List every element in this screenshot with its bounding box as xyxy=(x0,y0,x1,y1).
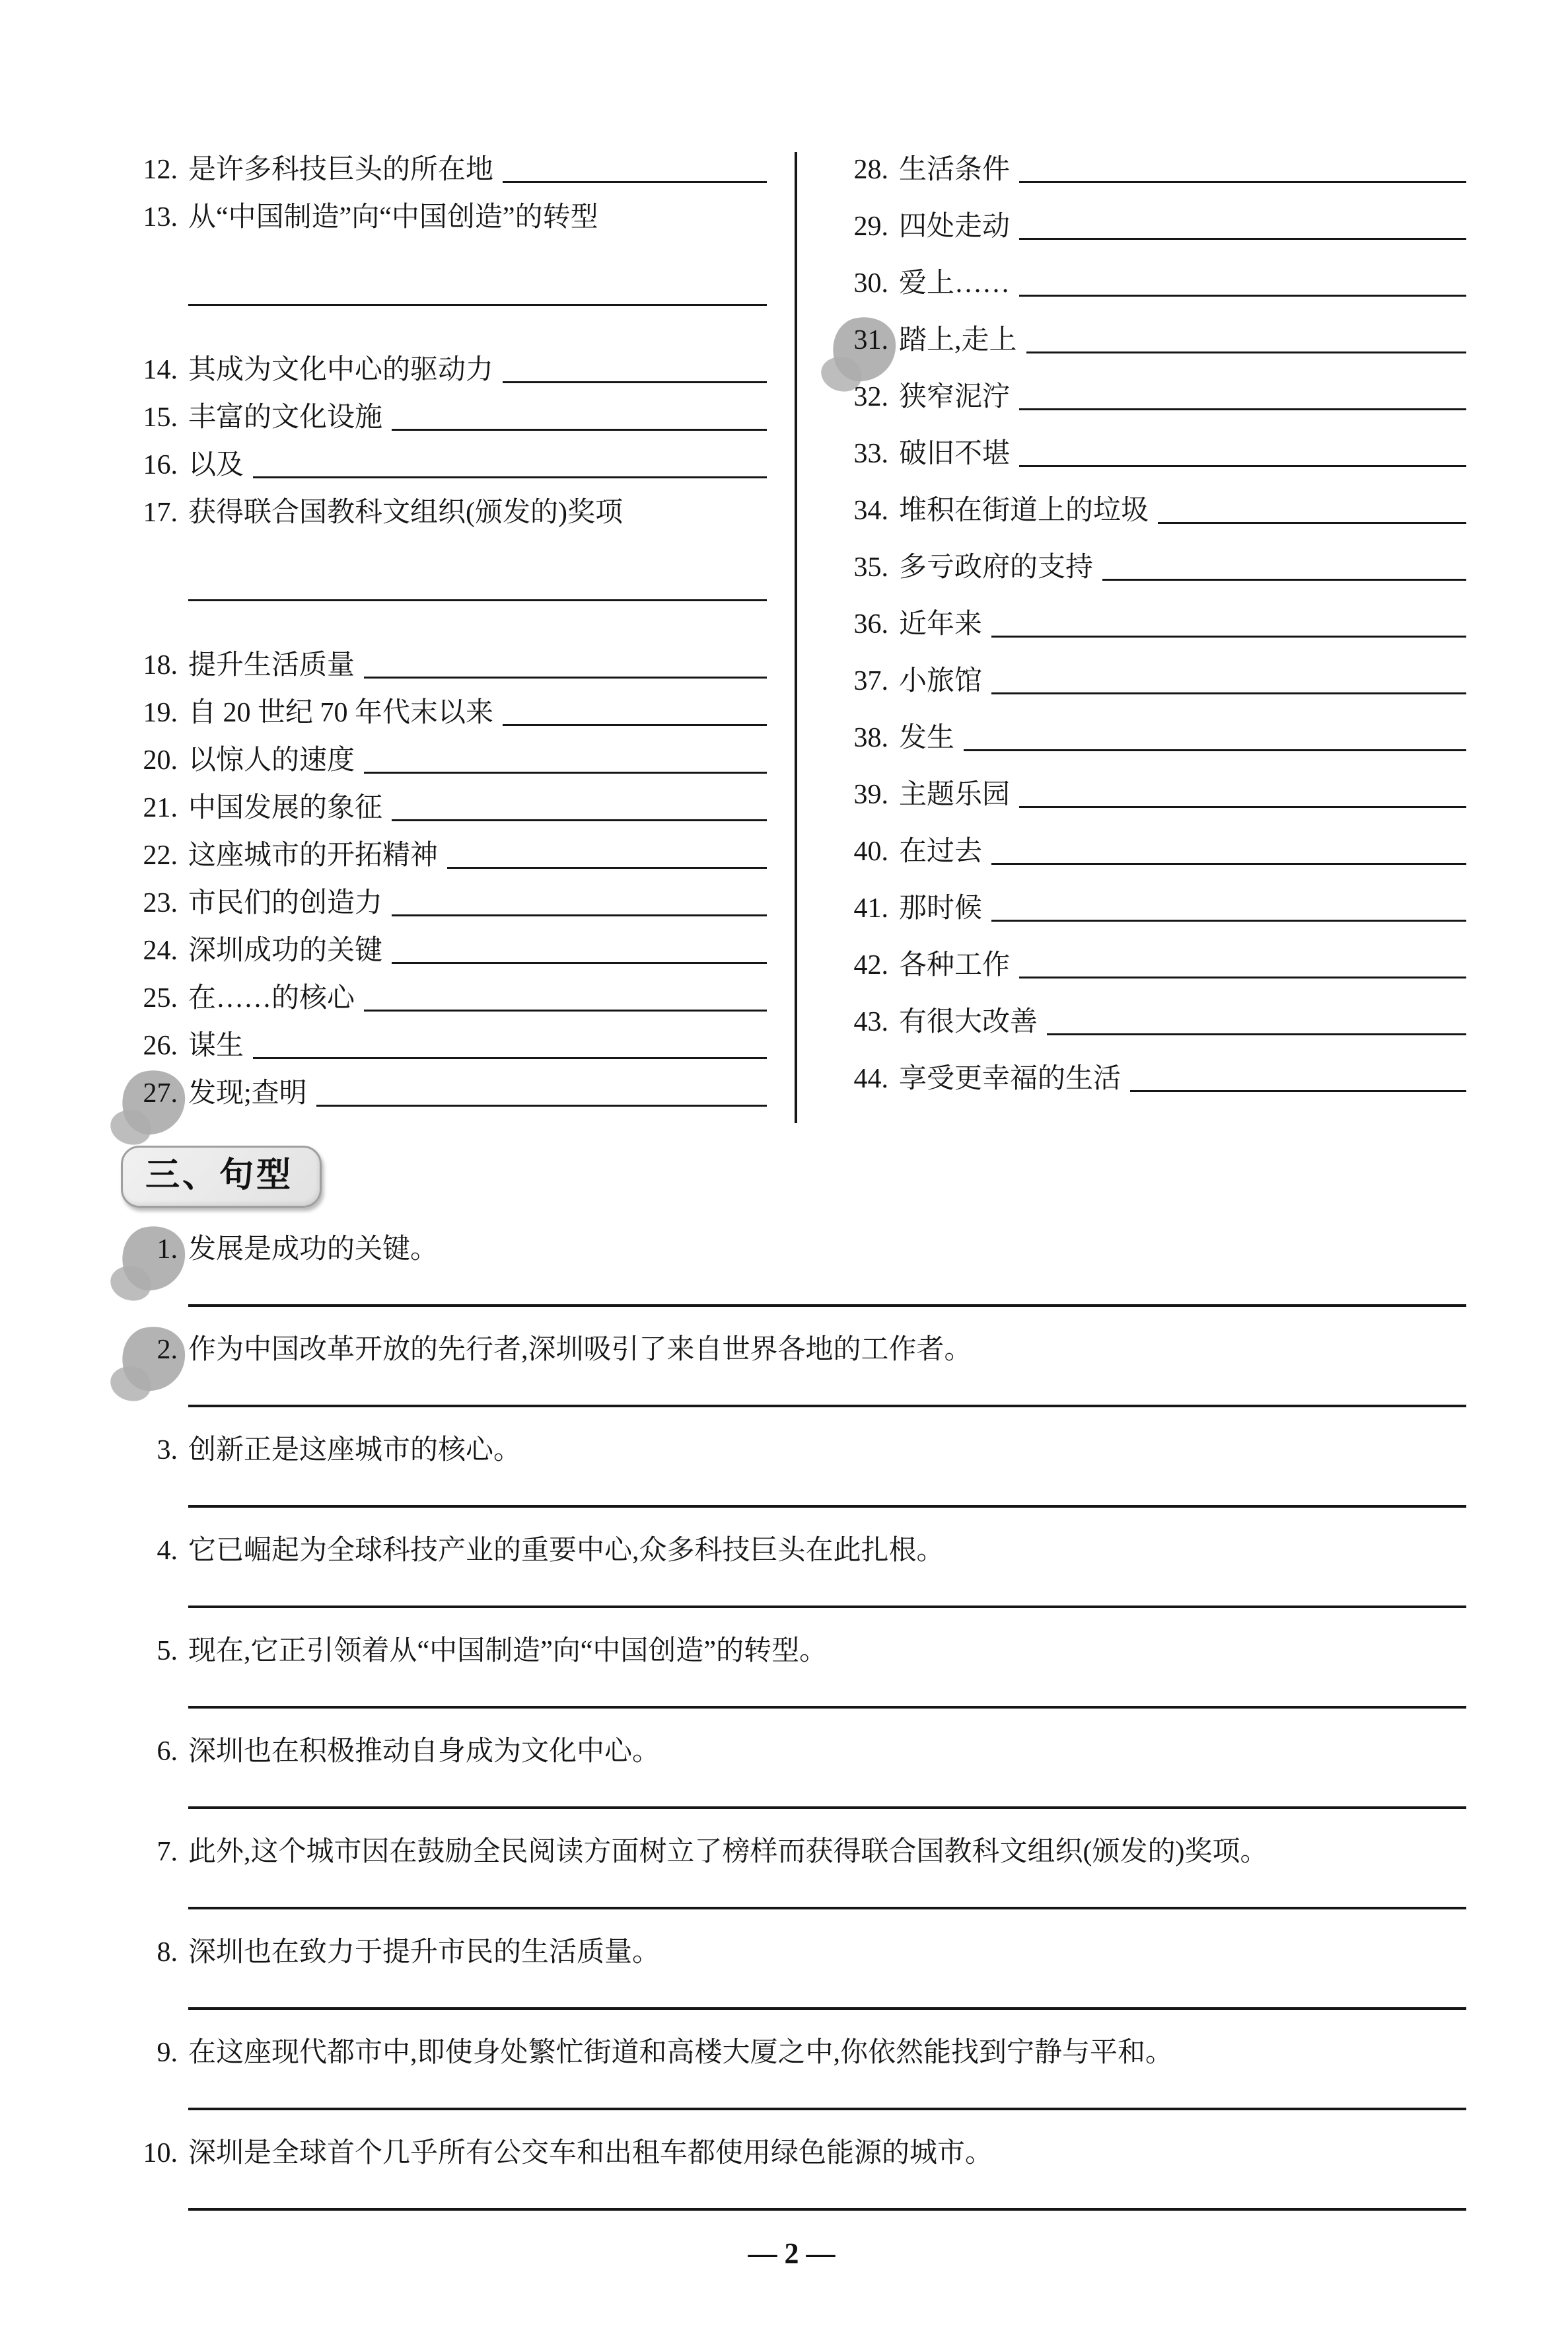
item-number: 33. xyxy=(853,439,888,469)
answer-blank xyxy=(991,863,1466,865)
item-number: 36. xyxy=(853,609,888,640)
phrase-item xyxy=(117,152,767,188)
item-number: 28. xyxy=(853,155,888,185)
item-number: 38. xyxy=(853,723,888,753)
sentence-text: 深圳也在致力于提升市民的生活质量。 xyxy=(188,1937,660,1968)
sentence-row xyxy=(117,1935,1466,1970)
answer-blank xyxy=(1019,408,1466,410)
item-number: 31. xyxy=(828,322,888,358)
phrase-item xyxy=(828,607,1466,642)
sentence-text: 深圳也在积极推动自身成为文化中心。 xyxy=(188,1736,660,1767)
item-text: 在过去 xyxy=(899,836,983,867)
item-text: 是许多科技巨头的所在地 xyxy=(188,155,494,185)
answer-line xyxy=(188,2108,1466,2110)
item-number: 15. xyxy=(143,402,178,433)
sentence-list xyxy=(117,1232,1466,2211)
answer-blank xyxy=(392,914,767,916)
item-number: 34. xyxy=(853,496,888,526)
phrase-item xyxy=(828,266,1466,301)
item-text: 以惊人的速度 xyxy=(188,745,355,776)
phrase-item xyxy=(117,400,767,435)
item-number: 16. xyxy=(143,450,178,480)
page-number: — 2 — xyxy=(748,2237,836,2270)
phrase-item xyxy=(828,379,1466,415)
sentence-number: 10. xyxy=(143,2138,178,2168)
answer-blank xyxy=(1019,465,1466,467)
phrase-item xyxy=(828,550,1466,585)
sentence-number: 6. xyxy=(157,1736,178,1767)
item-text: 享受更幸福的生活 xyxy=(899,1064,1122,1094)
sentence-block xyxy=(117,1633,1466,1709)
answer-blank xyxy=(392,819,767,821)
answer-blank xyxy=(1047,1033,1466,1035)
answer-blank xyxy=(316,1105,767,1107)
item-number: 24. xyxy=(143,936,178,966)
sentence-block xyxy=(117,1232,1466,1307)
phrase-item xyxy=(117,838,767,873)
phrase-item xyxy=(117,980,767,1016)
sentence-text: 作为中国改革开放的先行者,深圳吸引了来自世界各地的工作者。 xyxy=(188,1335,972,1365)
page-footer xyxy=(117,2236,1466,2271)
item-number: 21. xyxy=(143,793,178,823)
item-number: 12. xyxy=(143,155,178,185)
item-number: 27. xyxy=(117,1076,178,1111)
answer-blank xyxy=(1026,351,1466,353)
answer-blank xyxy=(1102,579,1466,581)
phrase-item xyxy=(117,495,767,601)
answer-blank xyxy=(1019,806,1466,808)
item-text: 丰富的文化设施 xyxy=(188,402,383,433)
phrase-item xyxy=(828,209,1466,244)
sentence-block xyxy=(117,1533,1466,1608)
item-text: 有很大改善 xyxy=(899,1007,1038,1037)
phrase-column-right xyxy=(795,152,1466,1123)
answer-blank xyxy=(1130,1090,1466,1092)
phrase-item xyxy=(828,777,1466,813)
answer-blank xyxy=(364,677,767,679)
item-text: 中国发展的象征 xyxy=(188,793,383,823)
sentence-text: 深圳是全球首个几乎所有公交车和出租车都使用绿色能源的城市。 xyxy=(188,2138,993,2168)
sentence-text: 创新正是这座城市的核心。 xyxy=(188,1435,522,1465)
phrase-item xyxy=(117,1076,767,1111)
item-text: 狭窄泥泞 xyxy=(899,382,1011,412)
sentence-block xyxy=(117,1332,1466,1407)
item-number: 22. xyxy=(143,840,178,871)
answer-line xyxy=(188,1605,1466,1608)
item-text: 主题乐园 xyxy=(899,780,1011,810)
answer-blank xyxy=(503,381,767,383)
item-number: 35. xyxy=(853,552,888,583)
item-number: 14. xyxy=(143,355,178,385)
sentence-row xyxy=(117,1332,1466,1368)
item-text: 堆积在街道上的垃圾 xyxy=(899,496,1149,526)
sentence-row xyxy=(117,1432,1466,1468)
sentence-number: 4. xyxy=(157,1535,178,1566)
sentence-row xyxy=(117,1834,1466,1870)
answer-blank xyxy=(188,304,767,306)
phrase-item xyxy=(117,200,767,306)
answer-blank xyxy=(1019,238,1466,240)
sentence-block xyxy=(117,1432,1466,1508)
phrase-column-left xyxy=(117,152,795,1123)
item-number: 29. xyxy=(853,211,888,242)
answer-line xyxy=(188,1806,1466,1809)
answer-line xyxy=(188,1907,1466,1909)
sentence-number: 3. xyxy=(157,1435,178,1465)
item-number: 37. xyxy=(853,666,888,696)
item-text: 谋生 xyxy=(188,1031,244,1061)
sentence-number: 9. xyxy=(157,2038,178,2068)
item-number: 39. xyxy=(853,780,888,810)
sentence-number: 2. xyxy=(117,1332,178,1368)
phrase-item xyxy=(828,152,1466,188)
answer-blank xyxy=(991,920,1466,922)
answer-blank xyxy=(253,476,767,478)
item-text: 小旅馆 xyxy=(899,666,983,696)
item-text: 近年来 xyxy=(899,609,983,640)
phrase-item xyxy=(828,436,1466,472)
phrase-item xyxy=(117,933,767,969)
item-number: 25. xyxy=(143,983,178,1014)
sentence-block xyxy=(117,2135,1466,2211)
phrase-item xyxy=(117,743,767,778)
section-header xyxy=(121,1146,322,1208)
item-text: 从“中国制造”向“中国创造”的转型 xyxy=(188,202,598,233)
item-text: 各种工作 xyxy=(899,950,1011,980)
sentence-row xyxy=(117,2035,1466,2071)
sentence-row xyxy=(117,1734,1466,1769)
sentence-block xyxy=(117,1734,1466,1809)
sentence-block xyxy=(117,2035,1466,2110)
answer-blank xyxy=(392,429,767,431)
sentence-text: 在这座现代都市中,即使身处繁忙街道和高楼大厦之中,你依然能找到宁静与平和。 xyxy=(188,2038,1174,2068)
item-number: 17. xyxy=(143,498,178,528)
item-text: 踏上,走上 xyxy=(899,325,1017,355)
answer-blank xyxy=(188,599,767,601)
answer-blank xyxy=(964,749,1466,751)
phrase-item xyxy=(117,647,767,683)
phrase-item xyxy=(117,885,767,921)
answer-blank xyxy=(1019,977,1466,978)
item-number: 41. xyxy=(853,893,888,924)
phrase-item xyxy=(117,352,767,388)
item-number: 19. xyxy=(143,698,178,728)
answer-blank xyxy=(991,636,1466,638)
sentence-row xyxy=(117,1633,1466,1669)
item-number: 43. xyxy=(853,1007,888,1037)
sentence-text: 现在,它正引领着从“中国制造”向“中国创造”的转型。 xyxy=(188,1636,828,1666)
answer-blank xyxy=(1019,295,1466,297)
answer-blank xyxy=(364,772,767,774)
item-number: 26. xyxy=(143,1031,178,1061)
answer-blank xyxy=(1019,181,1466,183)
item-number: 18. xyxy=(143,650,178,681)
answer-line xyxy=(188,2208,1466,2211)
phrase-item xyxy=(828,493,1466,529)
item-number: 13. xyxy=(143,202,178,233)
answer-blank xyxy=(503,724,767,726)
sentence-text: 发展是成功的关键。 xyxy=(188,1234,439,1265)
item-number: 40. xyxy=(853,836,888,867)
answer-line xyxy=(188,1405,1466,1407)
item-number: 23. xyxy=(143,888,178,918)
answer-line xyxy=(188,2007,1466,2010)
item-text: 发生 xyxy=(899,723,955,753)
sentence-block xyxy=(117,1935,1466,2010)
item-text: 以及 xyxy=(188,450,244,480)
sentence-number: 8. xyxy=(157,1937,178,1968)
sentence-row xyxy=(117,1533,1466,1568)
item-text: 生活条件 xyxy=(899,155,1011,185)
item-text: 四处走动 xyxy=(899,211,1011,242)
item-text: 那时候 xyxy=(899,893,983,924)
item-number: 44. xyxy=(853,1064,888,1094)
answer-blank xyxy=(991,692,1466,694)
item-text: 自 20 世纪 70 年代末以来 xyxy=(188,698,494,728)
answer-line xyxy=(188,1706,1466,1709)
answer-blank xyxy=(1158,522,1466,524)
answer-blank xyxy=(364,1010,767,1012)
phrase-item xyxy=(117,695,767,731)
section-title: 三、句型 xyxy=(145,1156,294,1195)
answer-blank xyxy=(447,867,767,869)
sentence-number: 1. xyxy=(117,1232,178,1267)
phrase-item xyxy=(828,322,1466,358)
phrase-item xyxy=(117,790,767,826)
sentence-row xyxy=(117,1232,1466,1267)
answer-line xyxy=(188,1505,1466,1508)
item-text: 提升生活质量 xyxy=(188,650,355,681)
item-text: 这座城市的开拓精神 xyxy=(188,840,439,871)
phrase-item xyxy=(117,1028,767,1064)
phrase-item xyxy=(828,891,1466,926)
phrase-item xyxy=(117,447,767,483)
item-text: 在……的核心 xyxy=(188,983,355,1014)
sentence-text: 它已崛起为全球科技产业的重要中心,众多科技巨头在此扎根。 xyxy=(188,1535,944,1566)
item-text: 发现;查明 xyxy=(188,1078,307,1109)
phrase-item xyxy=(828,947,1466,983)
item-text: 爱上…… xyxy=(899,268,1011,299)
sentence-row xyxy=(117,2135,1466,2171)
item-number: 32. xyxy=(853,382,888,412)
item-text: 获得联合国教科文组织(颁发的)奖项 xyxy=(188,498,623,528)
sentence-text: 此外,这个城市因在鼓励全民阅读方面树立了榜样而获得联合国教科文组织(颁发的)奖项。 xyxy=(188,1837,1268,1867)
item-number: 30. xyxy=(853,268,888,299)
item-number: 42. xyxy=(853,950,888,980)
sentence-block xyxy=(117,1834,1466,1909)
phrase-item xyxy=(828,1004,1466,1040)
item-text: 市民们的创造力 xyxy=(188,888,383,918)
item-text: 多亏政府的支持 xyxy=(899,552,1094,583)
phrase-item xyxy=(828,720,1466,756)
phrase-columns xyxy=(117,152,1466,1123)
item-number: 20. xyxy=(143,745,178,776)
sentence-number: 7. xyxy=(157,1837,178,1867)
answer-blank xyxy=(392,962,767,964)
phrase-item xyxy=(828,663,1466,699)
phrase-item xyxy=(828,1061,1466,1097)
answer-line xyxy=(188,1304,1466,1307)
sentence-number: 5. xyxy=(157,1636,178,1666)
answer-blank xyxy=(253,1057,767,1059)
item-text: 深圳成功的关键 xyxy=(188,936,383,966)
item-text: 破旧不堪 xyxy=(899,439,1011,469)
item-text: 其成为文化中心的驱动力 xyxy=(188,355,494,385)
phrase-item xyxy=(828,834,1466,869)
answer-blank xyxy=(503,181,767,183)
